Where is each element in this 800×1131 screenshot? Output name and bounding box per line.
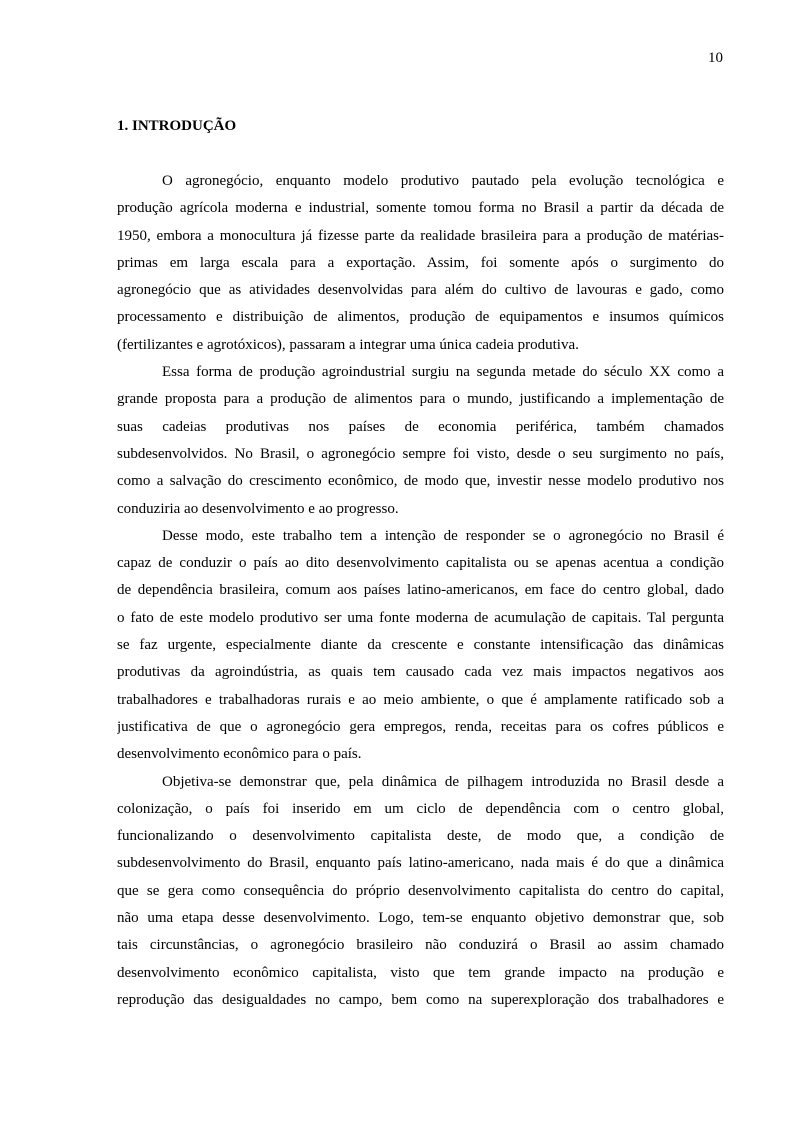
text-line: grande proposta para a produção de alimentos para o mundo, justificando a implementação de [117, 391, 724, 408]
text-line: capaz de conduzir o país ao dito desenvolvimento capitalista ou se apenas acentua a condição [117, 555, 724, 572]
text-line: justificativa de que o agronegócio gera empregos, renda, receitas para os cofres públicos e [117, 718, 724, 735]
text-line: primas em larga escala para a exportação. Assim, foi somente após o surgimento do [117, 254, 724, 271]
text-line: funcionalizando o desenvolvimento capitalista deste, de modo que, a condição de [117, 828, 724, 845]
text-line: O agronegócio, enquanto modelo produtivo pautado pela evolução tecnológica e [162, 173, 724, 189]
text-line: desenvolvimento econômico capitalista, visto que tem grande impacto na produção e [117, 964, 724, 981]
text-line: (fertilizantes e agrotóxicos), passaram a integrar uma única cadeia produtiva. [117, 336, 579, 353]
text-line: colonização, o país foi inserido em um ciclo de dependência com o centro global, [117, 800, 724, 817]
text-line: tais circunstâncias, o agronegócio brasileiro não conduzirá o Brasil ao assim chamado [117, 937, 724, 954]
page-number: 10 [708, 50, 723, 66]
text-line: processamento e distribuição de alimentos, produção de equipamentos e insumos químicos [117, 309, 724, 326]
text-line: subdesenvolvimento do Brasil, enquanto país latino-americano, nada mais é do que a dinâmica [117, 855, 724, 872]
text-line: suas cadeias produtivas nos países de economia periférica, também chamados [117, 418, 724, 435]
text-line: que se gera como consequência do próprio desenvolvimento capitalista do centro do capital, [117, 882, 724, 899]
text-line: subdesenvolvidos. No Brasil, o agronegócio sempre foi visto, desde o seu surgimento no país, [117, 445, 724, 462]
text-line: como a salvação do crescimento econômico, de modo que, investir nesse modelo produtivo nos [117, 473, 724, 490]
section-heading: 1. INTRODUÇÃO [117, 118, 237, 134]
text-line: Objetiva-se demonstrar que, pela dinâmica de pilhagem introduzida no Brasil desde a [162, 773, 724, 790]
text-line: conduziria ao desenvolvimento e ao progresso. [117, 500, 399, 517]
body-text [117, 171, 724, 1017]
text-line: produtivas da agroindústria, as quais tem causado cada vez mais impactos negativos aos [117, 664, 724, 681]
text-line: o fato de este modelo produtivo ser uma fonte moderna de acumulação de capitais. Tal pergunta [117, 609, 724, 626]
text-line: Desse modo, este trabalho tem a intenção de responder se o agronegócio no Brasil é [162, 527, 724, 544]
text-line: agronegócio que as atividades desenvolvidas para além do cultivo de lavouras e gado, como [117, 282, 724, 299]
text-line: se faz urgente, especialmente diante da crescente e constante intensificação das dinâmicas [117, 637, 724, 654]
text-line: reprodução das desigualdades no campo, bem como na superexploração dos trabalhadores e [117, 991, 724, 1008]
text-line: 1950, embora a monocultura já fizesse parte da realidade brasileira para a produção de matérias- [117, 227, 724, 244]
text-line: Essa forma de produção agroindustrial surgiu na segunda metade do século XX como a [162, 364, 724, 381]
text-line: não uma etapa desse desenvolvimento. Logo, tem-se enquanto objetivo demonstrar que, sob [117, 910, 724, 927]
text-line: desenvolvimento econômico para o país. [117, 746, 362, 763]
text-line: de dependência brasileira, comum aos países latino-americanos, em face do centro global, dado [117, 582, 724, 599]
text-line: trabalhadores e trabalhadoras rurais e ao meio ambiente, o que é amplamente ratificado sob a [117, 691, 724, 708]
text-line: produção agrícola moderna e industrial, somente tomou forma no Brasil a partir da década de [117, 200, 724, 217]
